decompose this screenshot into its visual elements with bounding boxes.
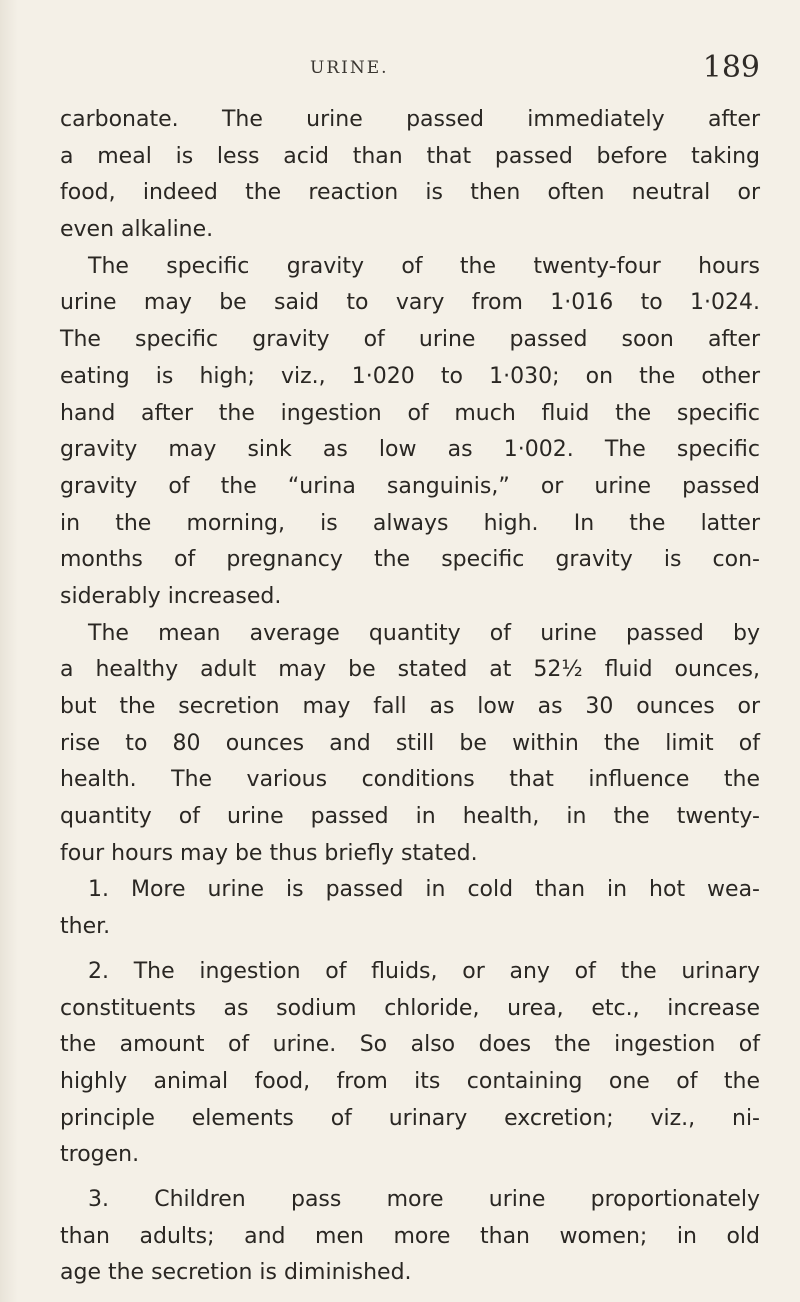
text-line: carbonate. The urine passed immediately after: [60, 107, 760, 132]
text-line: a meal is less acid than that passed before taking: [60, 143, 760, 169]
text-line: the amount of urine. So also does the ingestion of: [60, 1032, 760, 1058]
text-line: hand after the ingestion of much fluid the specific: [60, 400, 760, 426]
text-line: in the morning, is always high. In the latter: [60, 510, 760, 536]
page-gutter-shadow: [0, 0, 18, 1302]
text-line: The specific gravity of the twenty-four hours: [88, 253, 760, 279]
body-text: [60, 102, 760, 1292]
text-line: 1. More urine is passed in cold than in hot wea-: [88, 877, 760, 903]
running-head: URINE.: [310, 58, 389, 78]
text-line: 2. The ingestion of fluids, or any of the urinary: [88, 958, 760, 984]
page-number: 189: [702, 50, 760, 85]
text-line: ther.: [60, 914, 111, 940]
text-line: 3. Children pass more urine proportionately: [88, 1186, 760, 1212]
text-line: four hours may be thus briefly stated.: [60, 840, 478, 866]
text-line: gravity of the “urina sanguinis,” or urine passed: [60, 473, 760, 499]
page-header: [60, 50, 760, 94]
text-line: The mean average quantity of urine passed by: [88, 620, 760, 646]
text-line: The specific gravity of urine passed soon after: [60, 327, 760, 353]
text-line: siderably increased.: [60, 583, 282, 609]
text-line: urine may be said to vary from 1·016 to 1·024.: [60, 290, 760, 316]
text-line: health. The various conditions that influence the: [60, 767, 760, 793]
text-line: quantity of urine passed in health, in the twenty-: [60, 804, 760, 830]
text-line: even alkaline.: [60, 217, 214, 243]
text-line: food, indeed the reaction is then often neutral or: [60, 180, 760, 206]
text-line: a healthy adult may be stated at 52½ fluid ounces,: [60, 657, 760, 683]
text-line: months of pregnancy the specific gravity is con-: [60, 547, 760, 573]
text-line: but the secretion may fall as low as 30 ounces or: [60, 694, 760, 719]
text-line: than adults; and men more than women; in old: [60, 1223, 760, 1249]
text-line: rise to 80 ounces and still be within the limit of: [60, 730, 760, 756]
text-line: constituents as sodium chloride, urea, etc., increase: [60, 995, 760, 1021]
text-line: principle elements of urinary excretion; viz., ni-: [60, 1105, 760, 1131]
text-line: gravity may sink as low as 1·002. The specific: [60, 437, 760, 463]
text-line: highly animal food, from its containing one of the: [60, 1068, 760, 1094]
text-line: eating is high; viz., 1·020 to 1·030; on the other: [60, 363, 760, 389]
text-line: age the secretion is diminished.: [60, 1260, 412, 1286]
text-line: trogen.: [60, 1142, 140, 1168]
